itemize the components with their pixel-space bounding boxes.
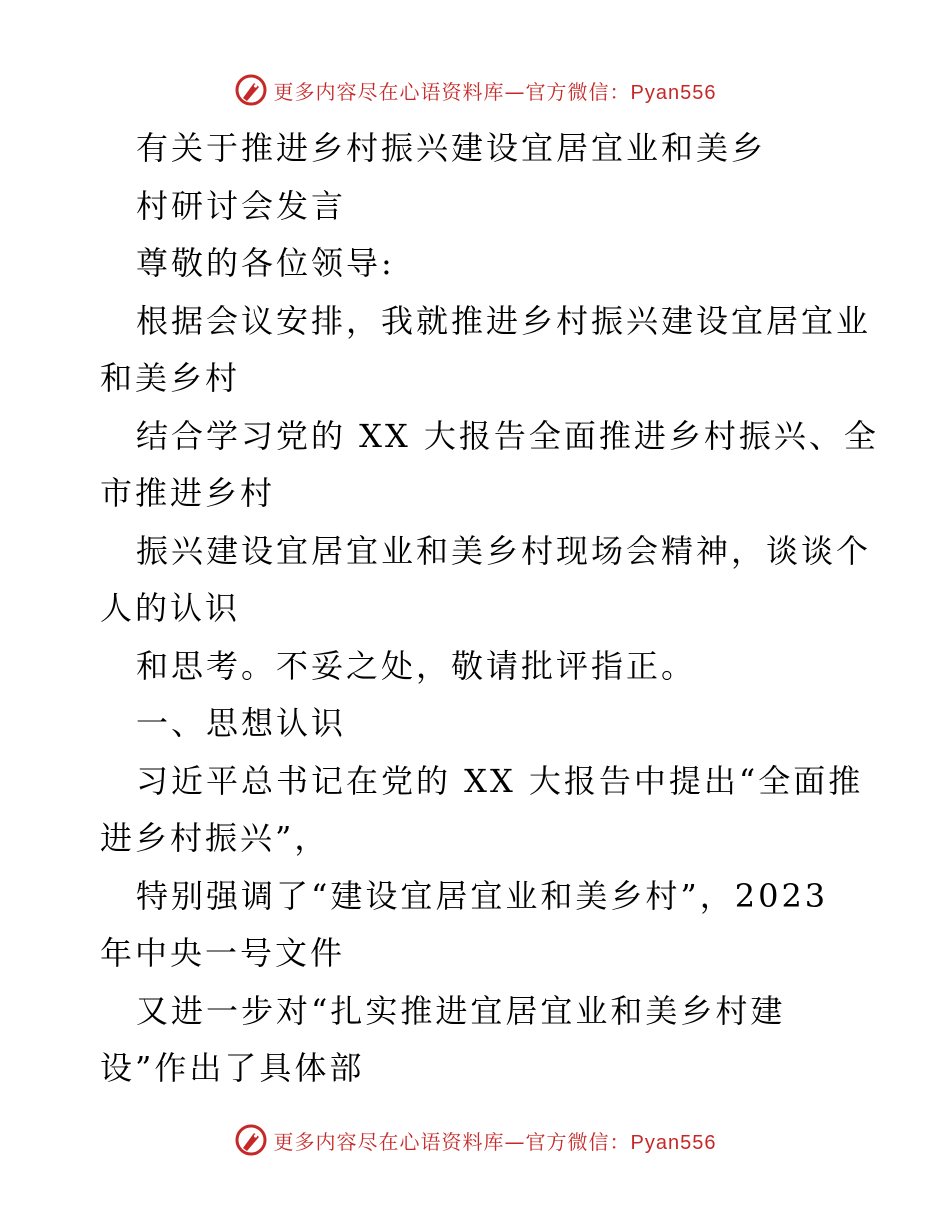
paragraph-line: 人的认识 xyxy=(100,589,241,627)
paragraph-line: 设”作出了具体部 xyxy=(100,1049,365,1087)
paragraph-line: 和思考。不妥之处，敬请批评指正。 xyxy=(136,646,697,685)
paragraph-line: 根据会议安排，我就推进乡村振兴建设宜居宜业 xyxy=(136,301,872,340)
paragraph-line: 振兴建设宜居宜业和美乡村现场会精神，谈谈个 xyxy=(136,531,872,570)
footer-banner-text xyxy=(274,1126,717,1155)
document-title-line-1: 有关于推进乡村振兴建设宜居宜业和美乡 xyxy=(136,129,767,167)
pen-nib-circle-logo-icon xyxy=(234,1123,268,1157)
header-banner-text xyxy=(274,76,717,105)
paragraph-line: 年中央一号文件 xyxy=(100,934,346,972)
header-banner xyxy=(0,70,950,110)
salutation: 尊敬的各位领导: xyxy=(136,244,395,282)
footer-banner xyxy=(0,1120,950,1160)
document-body xyxy=(100,120,879,1098)
paragraph-line: 习近平总书记在党的 XX 大报告中提出“全面推 xyxy=(136,761,864,800)
paragraph-line: 又进一步对“扎实推进宜居宜业和美乡村建 xyxy=(136,991,786,1030)
footer-banner-contact: 官方微信：Pyan556 xyxy=(525,1131,717,1154)
header-banner-contact: 官方微信：Pyan556 xyxy=(525,81,717,104)
footer-banner-separator: — xyxy=(504,1129,526,1154)
footer-banner-title: 更多内容尽在心语资料库 xyxy=(273,1129,505,1154)
pen-nib-circle-logo-icon xyxy=(234,73,268,107)
paragraph-line: 市推进乡村 xyxy=(100,474,276,512)
paragraph-line: 和美乡村 xyxy=(100,359,241,397)
document-title-line-2: 村研讨会发言 xyxy=(136,186,347,225)
header-banner-separator: — xyxy=(504,79,526,104)
paragraph-line: 进乡村振兴”， xyxy=(100,819,330,857)
paragraph-line: 结合学习党的 XX 大报告全面推进乡村振兴、全 xyxy=(136,416,879,455)
section-heading: 一、思想认识 xyxy=(136,704,347,742)
paragraph-line: 特别强调了“建设宜居宜业和美乡村”，2023 xyxy=(136,876,829,915)
header-banner-title: 更多内容尽在心语资料库 xyxy=(273,79,505,104)
